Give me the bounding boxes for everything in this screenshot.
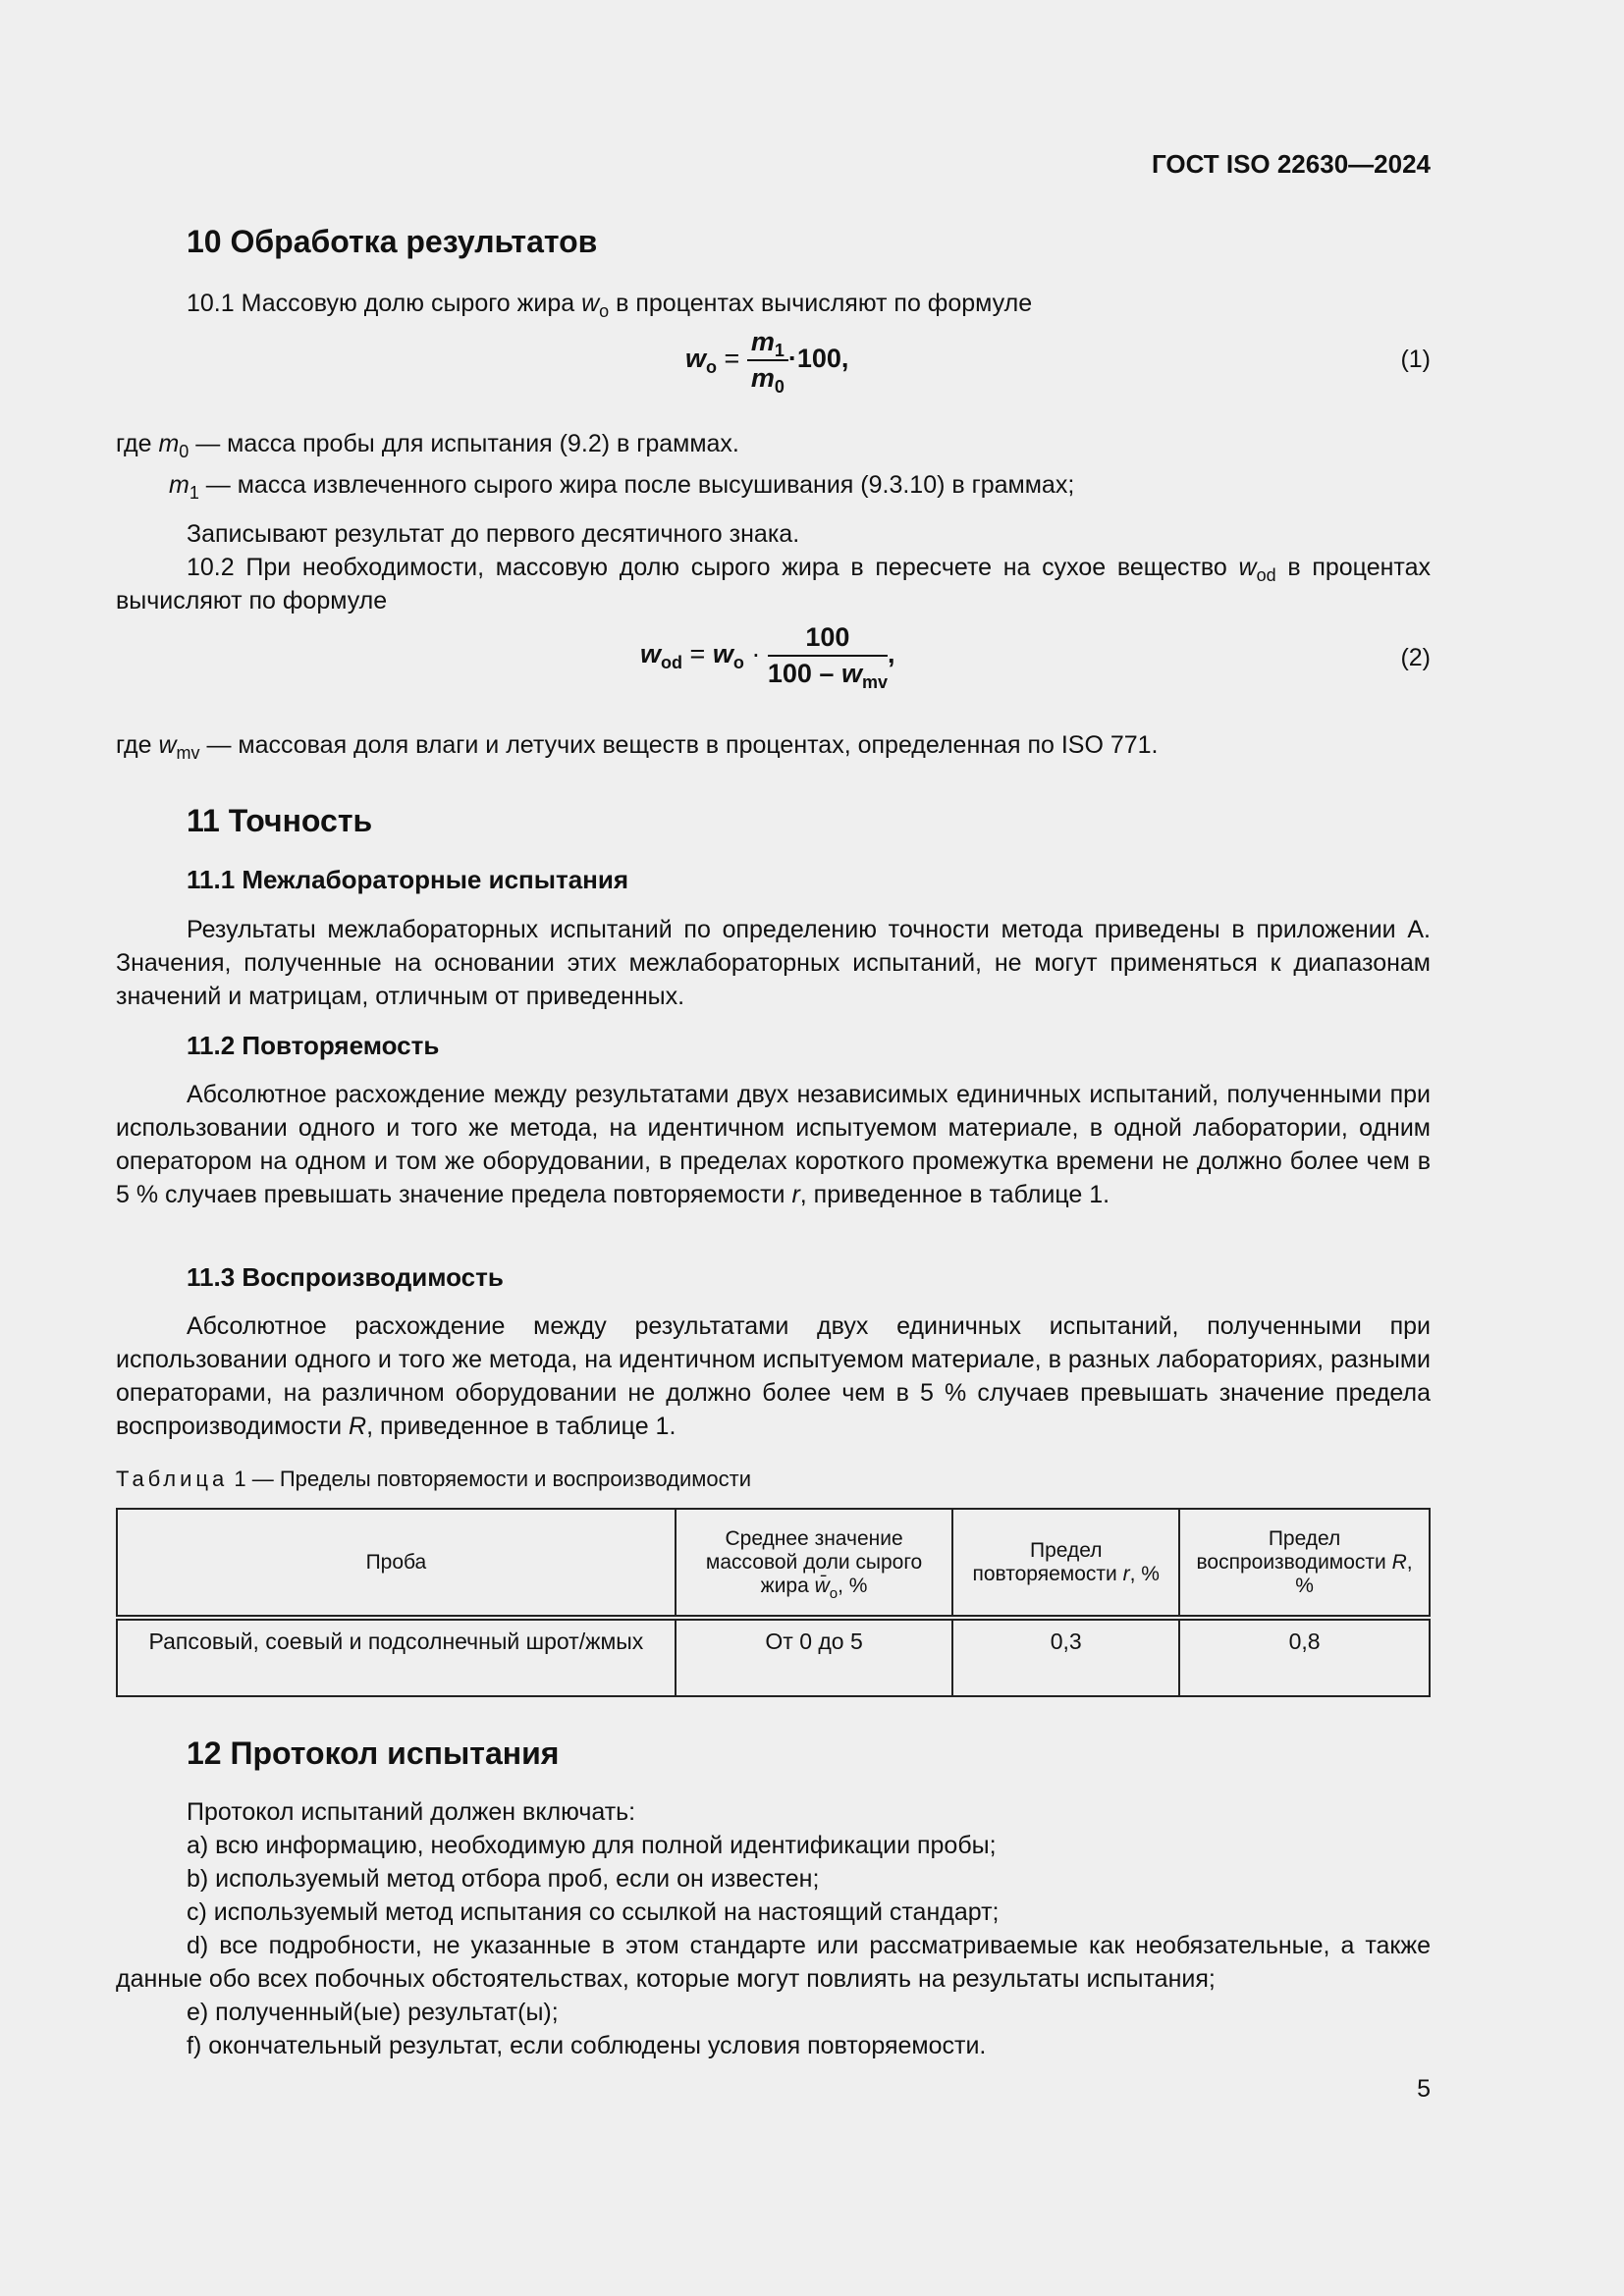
header-mean bbox=[676, 1509, 952, 1618]
protocol-item-e: e) полученный(ые) результат(ы); bbox=[187, 1999, 559, 2026]
where-m0 bbox=[116, 427, 739, 460]
formula-2 bbox=[640, 622, 895, 692]
formula-2-number: (2) bbox=[1400, 644, 1431, 671]
para-11-2 bbox=[116, 1078, 1431, 1211]
where-m1 bbox=[169, 468, 1074, 502]
para-10-2-text-b: в процентах вычисляют по формуле bbox=[116, 554, 1432, 614]
where-m1-var: m bbox=[169, 471, 189, 499]
standard-header: ГОСТ ISO 22630—2024 bbox=[1151, 149, 1431, 179]
where-m0-prefix: где bbox=[116, 430, 159, 457]
var-w-sub: o bbox=[599, 301, 610, 321]
where-wmv bbox=[116, 728, 1159, 762]
para-11-3-var-R: R bbox=[349, 1413, 367, 1440]
subsection-11-1-title: 11.1 Межлабораторные испытания bbox=[187, 865, 629, 894]
para-10-2-sub: od bbox=[1256, 565, 1276, 585]
formula-2-num: 100 bbox=[768, 622, 888, 657]
header-reproducibility-unit: , % bbox=[1295, 1550, 1413, 1597]
formula-1-den-sub: 0 bbox=[774, 377, 785, 397]
para-10-1-text-a: 10.1 Массовую долю сырого жира bbox=[187, 290, 582, 317]
header-sample: Проба bbox=[117, 1509, 676, 1618]
where-wmv-prefix: где bbox=[116, 731, 159, 759]
formula-1 bbox=[685, 327, 849, 397]
header-mean-unit: , % bbox=[838, 1574, 868, 1597]
header-mean-var: w̄ bbox=[814, 1574, 830, 1597]
header-mean-text: Среднее значение массовой доли сырого жира bbox=[705, 1526, 923, 1597]
header-repeatability-text: Предел повторяемости bbox=[972, 1538, 1123, 1585]
formula-1-number: (1) bbox=[1400, 346, 1431, 373]
where-m1-sub: 1 bbox=[189, 483, 199, 503]
header-reproducibility-var: R bbox=[1391, 1550, 1407, 1574]
section-11-title: 11 Точность bbox=[187, 803, 373, 838]
para-10-1-text-b: в процентах вычисляют по формуле bbox=[609, 290, 1033, 317]
formula-2-lhs: w bbox=[640, 639, 662, 669]
formula-2-eq: = bbox=[689, 639, 706, 669]
where-m0-var: m bbox=[158, 430, 180, 457]
protocol-item-b: b) используемый метод отбора проб, если он известен; bbox=[187, 1865, 820, 1893]
table-caption-word: Таблица bbox=[116, 1467, 229, 1491]
para-11-1: Результаты межлабораторных испытаний по определению точности метода приведены в приложении А. Значения, полученные на основании этих межлабораторных испытаний, не могут применяться к диапазонам значений и матрицам, отличным от приведенных. bbox=[116, 916, 1431, 1010]
where-wmv-var: w bbox=[158, 731, 177, 759]
para-10-1 bbox=[187, 287, 1032, 320]
formula-2-den-a: 100 – bbox=[767, 659, 841, 688]
formula-1-den: m bbox=[750, 363, 775, 393]
formula-2-den-sub: mv bbox=[861, 672, 888, 692]
formula-1-eq: = bbox=[724, 344, 740, 374]
formula-1-num-sub: 1 bbox=[774, 341, 785, 360]
para-11-2-text-b: , приведенное в таблице 1. bbox=[799, 1181, 1110, 1208]
table-header-row bbox=[117, 1509, 1430, 1618]
where-m0-sub: 0 bbox=[179, 442, 189, 461]
para-11-2-text-a: Абсолютное расхождение между результатами двух независимых единичных испытаний, полученными при использовании одного и того же метода, на идентичном испытуемом материале, в одной лаборатории, одним оператором на одном и том же оборудовании, в пределах короткого промежутка времени не должно более чем в 5 % случаев превышать значение предела повторяемости bbox=[116, 1081, 1431, 1208]
formula-2-w: w bbox=[712, 639, 733, 669]
table-row bbox=[117, 1618, 1430, 1696]
where-wmv-text: — массовая доля влаги и летучих веществ в процентах, определенная по ISO 771. bbox=[199, 731, 1159, 759]
formula-2-w-sub: o bbox=[732, 653, 744, 673]
protocol-item-c: c) используемый метод испытания со ссылкой на настоящий стандарт; bbox=[187, 1898, 1000, 1926]
protocol-item-f: f) окончательный результат, если соблюдены условия повторяемости. bbox=[187, 2032, 987, 2059]
header-reproducibility bbox=[1179, 1509, 1430, 1618]
where-m0-text: — масса пробы для испытания (9.2) в граммах. bbox=[189, 430, 739, 457]
page-number: 5 bbox=[1417, 2075, 1431, 2103]
formula-2-dot: · bbox=[751, 639, 761, 669]
cell-reproducibility: 0,8 bbox=[1179, 1618, 1430, 1696]
para-10-2-text-a: 10.2 При необходимости, массовую долю сырого жира в пересчете на сухое вещество bbox=[187, 554, 1239, 581]
cell-mean: От 0 до 5 bbox=[676, 1618, 952, 1696]
para-11-2-var-r: r bbox=[791, 1181, 800, 1208]
header-repeatability bbox=[952, 1509, 1179, 1618]
formula-1-lhs: w bbox=[685, 344, 707, 374]
header-mean-sub: o bbox=[829, 1584, 839, 1602]
where-wmv-sub: mv bbox=[176, 743, 200, 763]
subsection-11-3-title: 11.3 Воспроизводимость bbox=[187, 1262, 504, 1292]
table-caption-text: 1 — Пределы повторяемости и воспроизводимости bbox=[228, 1467, 752, 1491]
section-10-title: 10 Обработка результатов bbox=[187, 224, 598, 259]
section-12-title: 12 Протокол испытания bbox=[187, 1735, 560, 1771]
var-w: w bbox=[581, 290, 600, 317]
cell-repeatability: 0,3 bbox=[952, 1618, 1179, 1696]
formula-1-lhs-sub: o bbox=[706, 357, 718, 378]
record-note: Записывают результат до первого десятичного знака. bbox=[187, 520, 800, 548]
protocol-intro: Протокол испытаний должен включать: bbox=[187, 1798, 636, 1826]
formula-2-tail: , bbox=[887, 639, 895, 669]
header-reproducibility-text: Предел воспроизводимости bbox=[1196, 1526, 1392, 1574]
formula-2-fraction bbox=[767, 622, 888, 692]
para-10-2-var: w bbox=[1238, 554, 1257, 581]
para-10-2 bbox=[116, 551, 1431, 617]
formula-1-num: m bbox=[750, 327, 775, 356]
protocol-item-a: a) всю информацию, необходимую для полной идентификации пробы; bbox=[187, 1832, 997, 1859]
para-11-3-text-b: , приведенное в таблице 1. bbox=[366, 1413, 677, 1440]
protocol-item-d: d) все подробности, не указанные в этом стандарте или рассматриваемые как необязательные, а также данные обо всех побочных обстоятельствах, которые могут повлиять на результаты испытания; bbox=[116, 1932, 1431, 1993]
limits-table bbox=[116, 1508, 1431, 1697]
table-caption bbox=[116, 1467, 751, 1492]
para-11-3 bbox=[116, 1309, 1431, 1443]
where-m1-text: — масса извлеченного сырого жира после высушивания (9.3.10) в граммах; bbox=[198, 471, 1075, 499]
header-repeatability-unit: , % bbox=[1129, 1562, 1160, 1585]
formula-1-fraction bbox=[747, 327, 788, 397]
subsection-11-2-title: 11.2 Повторяемость bbox=[187, 1031, 440, 1060]
formula-2-lhs-sub: od bbox=[661, 653, 683, 673]
cell-sample: Рапсовый, соевый и подсолнечный шрот/жмых bbox=[117, 1618, 676, 1696]
formula-2-den-w: w bbox=[840, 659, 862, 688]
header-repeatability-var: r bbox=[1122, 1562, 1130, 1585]
para-11-3-text-a: Абсолютное расхождение между результатами двух единичных испытаний, полученными при использовании одного и того же метода, на идентичном испытуемом материале, в разных лабораториях, разными операторами, на различном оборудовании не должно более чем в 5 % случаев превышать значение предела воспроизводимости bbox=[116, 1312, 1431, 1440]
limits-table-grid bbox=[116, 1508, 1431, 1697]
formula-1-tail: ·100, bbox=[787, 344, 849, 374]
